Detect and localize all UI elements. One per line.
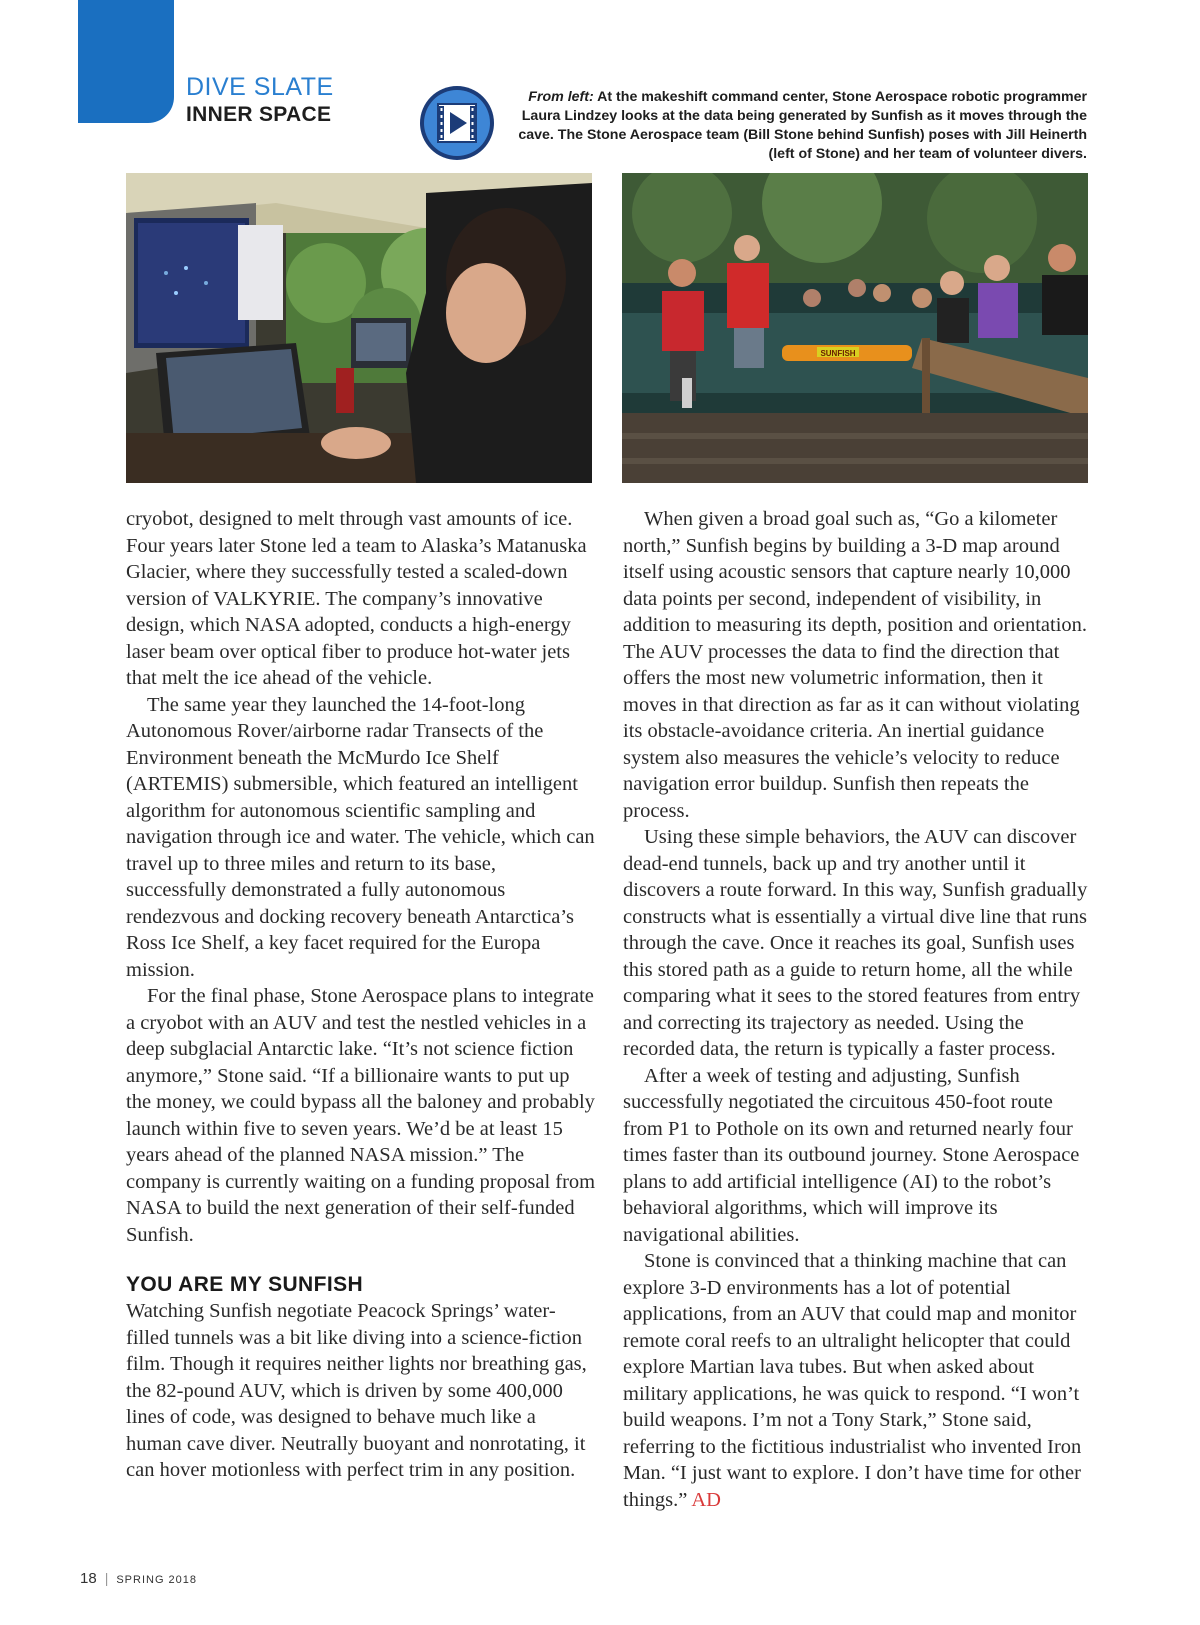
page-footer xyxy=(80,1570,197,1588)
article-paragraph: After a week of testing and adjusting, Sunfish successfully negotiated the circuitous 450-foot route from P1 to Pothole on its own and returned nearly four times faster than its outbound journey. Stone Aerospace plans to add artificial intelligence (AI) to the robot’s behavioral algorithms, which will improve its navigational abilities. xyxy=(623,1064,1080,1246)
section-title: INNER SPACE xyxy=(186,103,332,127)
photo-team-with-sunfish xyxy=(622,173,1088,483)
article-paragraph: When given a broad goal such as, “Go a kilometer north,” Sunfish begins by building a 3-D map around itself using acoustic sensors that capture nearly 10,000 data points per second, independent of visibility, in addition to measuring its depth, position and orientation. The AUV processes the data to find the direction that offers the most new volumetric information, then it moves in that direction as far as it can without violating its obstacle-avoidance criteria. An inertial guidance system also measures the vehicle’s velocity to reduce navigation error buildup. Sunfish then repeats the process. xyxy=(623,508,1088,822)
play-video-icon xyxy=(418,84,496,162)
caption-lead: From left: xyxy=(528,89,594,105)
article-paragraph: The same year they launched the 14-foot-long Autonomous Rover/airborne radar Transects of the Environment beneath the McMurdo Ice Shelf (ARTEMIS) submersible, which featured an intelligent algorithm for autonomous scientific sampling and navigation through ice and water. The vehicle, which can travel up to three miles and return to its base, successfully demonstrated a fully autonomous rendezvous and docking recovery beneath Antarctica’s Ross Ice Shelf, a key facet required for the Europa mission. xyxy=(126,693,595,981)
caption-text: At the makeshift command center, Stone Aerospace robotic programmer Laura Lindzey looks at the data being generated by Sunfish as it moves through the cave. The Stone Aerospace team (Bill Stone behind Sunfish) poses with Jill Heinerth (left of Stone) and her team of volunteer divers. xyxy=(518,89,1087,162)
photo-caption xyxy=(505,88,1087,164)
section-color-tab xyxy=(78,0,174,123)
article-paragraph: cryobot, designed to melt through vast amounts of ice. Four years later Stone led a team to Alaska’s Matanuska Glacier, where they successfully tested a scaled-down version of VALKYRIE. The company’s innovative design, which NASA adopted, conducts a high-energy laser beam over optical fiber to produce hot-water jets that melt the ice ahead of the vehicle. xyxy=(126,508,587,689)
article-paragraph: Using these simple behaviors, the AUV can discover dead-end tunnels, back up and try another until it discovers a route forward. In this way, Sunfish gradually constructs what is essentially a virtual dive line that runs through the cave. Once it reaches its goal, Sunfish uses this stored path as a guide to return home, all the while comparing what it sees to the stored features from entry and correcting its trajectory as needed. Using the recorded data, the return is typically a faster process. xyxy=(623,826,1088,1060)
section-header xyxy=(186,74,334,127)
footer-separator: | xyxy=(104,1570,109,1586)
article-paragraph: Watching Sunfish negotiate Peacock Springs’ water-filled tunnels was a bit like diving into a science-fiction film. Though it requires neither lights nor breathing gas, the 82-pound AUV, which is driven by some 400,000 lines of code, was designed to behave much like a human cave diver. Neutrally buoyant and nonrotating, it can hover motionless with perfect trim in any position. xyxy=(126,1300,587,1481)
issue-label: SPRING 2018 xyxy=(116,1574,198,1586)
article-paragraph: For the final phase, Stone Aerospace plans to integrate a cryobot with an AUV and test the nestled vehicles in a deep subglacial Antarctic lake. “It’s not science fiction anymore,” Stone said. “If a billionaire wants to put up the money, we could bypass all the baloney and probably launch within five to seven years. We’d be at least 15 years ahead of the planned NASA mission.” The company is currently waiting on a funding proposal from NASA to build the next generation of their self-funded Sunfish. xyxy=(126,985,596,1246)
article-paragraph-text: Stone is convinced that a thinking machine that can explore 3-D environments has a lot of potential applications, from an AUV that could map and monitor remote coral reefs to an ultralight helicopter that could explore Martian lava tubes. But when asked about military applications, he was quick to respond. “I won’t build weapons. I’m not a Tony Stark,” Stone said, referring to the fictitious industrialist who invented Iron Man. “I just want to explore. I don’t have time for other things.” xyxy=(623,1250,1082,1511)
article-final-paragraph xyxy=(623,1248,1093,1513)
photo-command-center xyxy=(126,173,592,483)
section-kicker: DIVE SLATE xyxy=(186,73,334,101)
play-video-button[interactable] xyxy=(418,84,496,162)
article-column-left xyxy=(126,506,596,1484)
page-number: 18 xyxy=(80,1570,97,1587)
article-subhead: YOU ARE MY SUNFISH xyxy=(126,1273,364,1296)
end-mark-logo: AD xyxy=(691,1488,721,1511)
article-column-right xyxy=(623,506,1093,1513)
sunfish-sign: SUNFISH xyxy=(820,349,856,358)
